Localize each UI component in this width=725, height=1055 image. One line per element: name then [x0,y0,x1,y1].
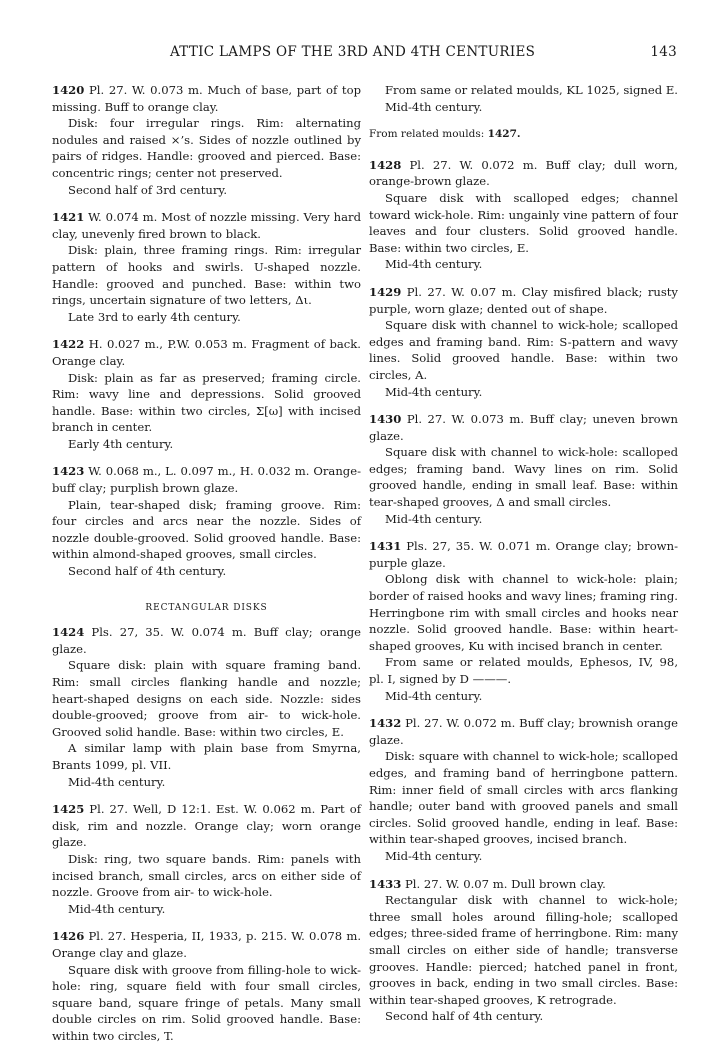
entry-description: Oblong disk with channel to wick-hole: plain; border of raised hooks and wavy lines; framing ring. Herringbone rim with small circles and hooks near nozzle. Solid grooved handle. Base: within heart-shaped grooves, Ku with incised branch in center. [369,572,678,653]
related-moulds-label: From related moulds: [369,128,488,141]
entry-header: H. 0.027 m., P.W. 0.053 m. Fragment of back. Orange clay. [52,337,361,368]
catalog-entry-1430 [369,411,678,527]
entry-description: Disk: plain, three framing rings. Rim: irregular pattern of hooks and swirls. U-shaped nozzle. Handle: grooved and punched. Base: within two rings, uncertain signature of two letters, Δι. [52,243,361,308]
section-heading: RECTANGULAR DISKS [145,602,268,613]
entry-description: Disk: plain as far as preserved; framing circle. Rim: wavy line and depressions. Solid grooved handle. Base: within two circles, Σ[ω] with incised branch in center. [52,370,361,435]
entry-description: Square disk with channel to wick-hole: scalloped edges; framing band. Wavy lines on rim. Solid grooved handle, ending in small leaf. Base: within tear-shaped grooves, Δ and small circles. [369,445,678,510]
entry-header: Pl. 27. W. 0.073 m. Buff clay; uneven brown glaze. [369,412,678,443]
entry-date: Mid-4th century. [385,257,483,272]
entry-description: Rectangular disk with channel to wick-hole; three small holes around filling-hole; scalloped edges; three-sided frame of herringbone. Rim: many small circles on either side of handle; transverse grooves. Handle: pierced; hatched panel in front, grooves in back, ending in two small circles. Base: within tear-shaped grooves, K retrograde. [369,893,678,1007]
catalog-entry-1431 [369,538,678,704]
entry-header: Pl. 27. W. 0.072 m. Buff clay; dull worn, orange-brown glaze. [369,157,678,189]
entry-date: Mid-4th century. [385,848,483,863]
entry-number: 1432 [369,716,402,731]
entry-header: Pl. 27. W. 0.07 m. Dull brown clay. [401,876,606,891]
entry-header: Pl. 27. W. 0.073 m. Much of base, part of top missing. Buff to orange clay. [52,83,361,114]
catalog-entry-1429 [369,284,678,400]
entry-number: 1420 [52,83,85,97]
entry-header: Pls. 27, 35. W. 0.071 m. Orange clay; brown-purple glaze. [369,539,678,570]
page-number: 143 [650,44,677,60]
entry-number: 1423 [52,464,85,479]
entry-number: 1433 [369,876,402,891]
related-moulds-number: 1427. [487,128,521,141]
right-column [369,82,678,1036]
entry-number: 1422 [52,337,85,352]
entry-header: Pl. 27. W. 0.072 m. Buff clay; brownish orange glaze. [369,716,678,747]
entry-date: Mid-4th century. [385,688,483,703]
left-column [52,82,361,1055]
catalog-entry-1423 [52,463,361,579]
entry-date: Early 4th century. [68,436,174,451]
entry-description: Disk: four irregular rings. Rim: alternating nodules and raised ×’s. Sides of nozzle outlined by pairs of ridges. Handle: grooved and pierced. Base: concentric rings; center not preserved. [52,116,361,180]
entry-date: Late 3rd to early 4th century. [68,309,241,324]
entry-date: Second half of 3rd century. [68,182,228,197]
entry-date: Second half of 4th century. [385,1009,544,1024]
catalog-entry-1422 [52,336,361,452]
entry-date: Mid-4th century. [68,901,166,916]
entry-number: 1426 [52,929,85,944]
related-moulds-note [369,126,678,143]
entry-number: 1431 [369,539,402,554]
catalog-entry-1421 [52,209,361,325]
entry-date: Mid-4th century. [385,384,483,399]
entry-description: Square disk: plain with square framing band. Rim: small circles flanking handle and nozzle; heart-shaped designs on each side. Nozzle: sides double-grooved; groove from air- to wick-hole. Grooved solid handle. Base: within two circles, E. [52,658,361,739]
entry-note: From same or related moulds, KL 1025, signed E. [385,83,678,97]
entry-date: Second half of 4th century. [68,564,227,579]
catalog-entry-1426 [52,928,361,1044]
catalog-entry-1425 [52,801,361,917]
entry-header: W. 0.068 m., L. 0.097 m., H. 0.032 m. Orange-buff clay; purplish brown glaze. [52,464,361,496]
catalog-entry-1426-continued [369,82,678,115]
catalog-entry-1428 [369,157,678,273]
entry-header: Pl. 27. Hesperia, II, 1933, p. 215. W. 0.078 m. Orange clay and glaze. [52,929,361,960]
entry-description: Square disk with scalloped edges; channel toward wick-hole. Rim: ungainly vine pattern of four leaves and four clusters. Solid grooved handle. Base: within two circles, E. [369,190,678,255]
entry-description: Plain, tear-shaped disk; framing groove. Rim: four circles and arcs near the nozzle. Sides of nozzle double-grooved. Solid grooved handle. Base: within almond-shaped grooves, small circles. [52,497,361,562]
catalog-entry-1420 [52,82,361,198]
entry-number: 1428 [369,157,402,172]
catalog-entry-1432 [369,715,678,864]
entry-header: Pls. 27, 35. W. 0.074 m. Buff clay; orange glaze. [52,625,361,656]
entry-number: 1429 [369,284,402,299]
entry-description: Disk: square with channel to wick-hole; scalloped edges, and framing band of herringbone pattern. Rim: inner field of small circles with arcs flanking handle; outer band with grooved panels and small circles. Solid grooved handle, ending in leaf. Base: within tear-shaped grooves, incised branch. [369,749,678,847]
catalog-entry-1433 [369,876,678,1025]
entry-header: Pl. 27. Well, D 12:1. Est. W. 0.062 m. Part of disk, rim and nozzle. Orange clay; worn orange glaze. [52,802,361,850]
running-title: ATTIC LAMPS OF THE 3RD AND 4TH CENTURIES [170,44,536,60]
entry-description: Square disk with groove from filling-hole to wick-hole: ring, square field with four small circles, square band, square fringe of petals. Many small double circles on rim. Solid grooved handle. Base: within two circles, T. [52,962,361,1043]
catalog-entry-1424 [52,624,361,790]
running-head [52,44,677,66]
entry-number: 1424 [52,625,85,640]
entry-number: 1430 [369,412,402,427]
entry-header: W. 0.074 m. Most of nozzle missing. Very hard clay, unevenly fired brown to black. [52,210,361,241]
entry-note: A similar lamp with plain base from Smyrna, Brants 1099, pl. VII. [52,741,361,772]
entry-number: 1421 [52,210,85,225]
entry-number: 1425 [52,802,85,817]
entry-date: Mid-4th century. [385,511,483,526]
entry-date: Mid-4th century. [68,774,166,789]
entry-description: Square disk with channel to wick-hole; scalloped edges and framing band. Rim: S-pattern and wavy lines. Solid grooved handle. Base: within two circles, A. [369,318,678,382]
entry-note: From same or related moulds, Ephesos, IV, 98, pl. I, signed by D ———. [369,655,678,686]
entry-date: Mid-4th century. [385,99,483,114]
entry-description: Disk: ring, two square bands. Rim: panels with incised branch, small circles, arcs on either side of nozzle. Groove from air- to wick-hole. [52,851,361,900]
entry-header: Pl. 27. W. 0.07 m. Clay misfired black; rusty purple, worn glaze; dented out of shape. [369,284,678,316]
